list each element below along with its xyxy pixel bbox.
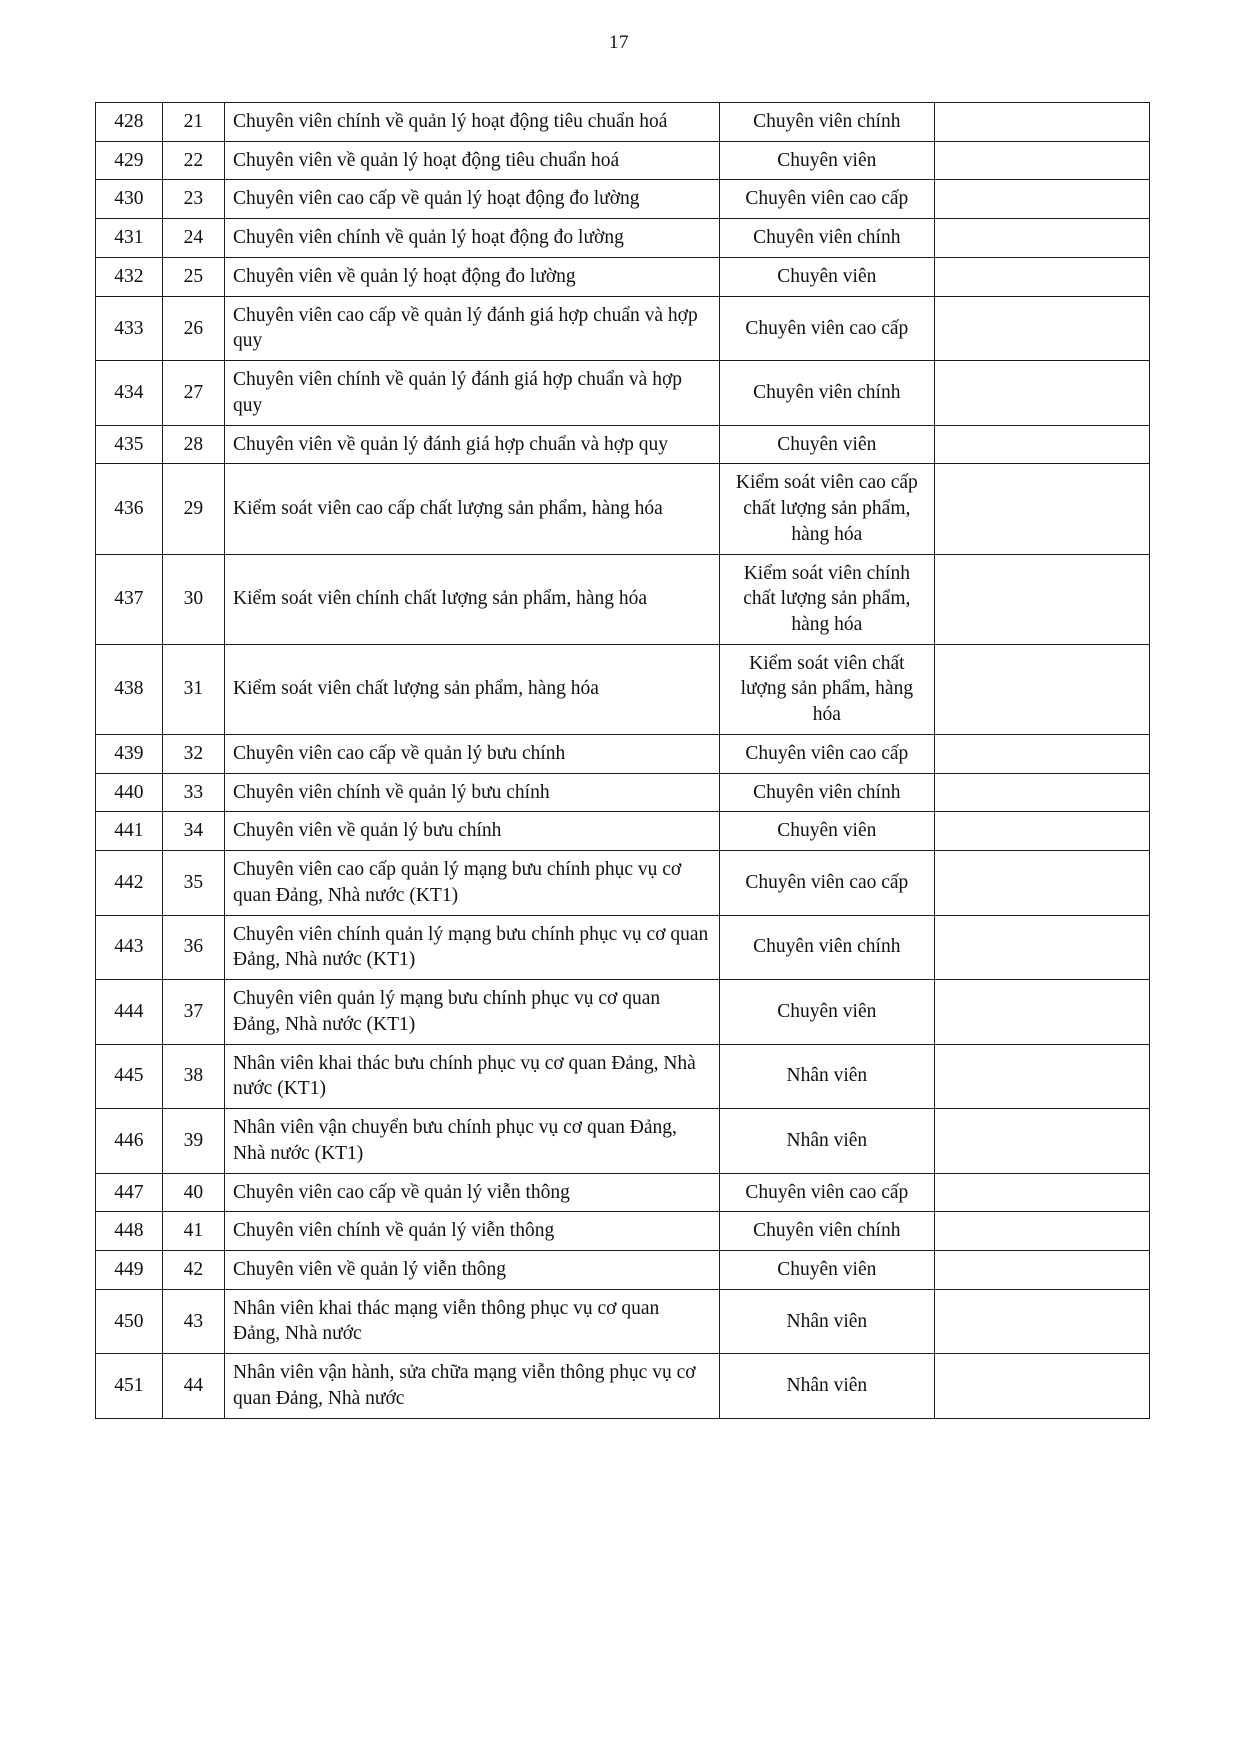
cell-position-title: Chuyên viên về quản lý hoạt động đo lường xyxy=(225,257,720,296)
cell-序-no: 438 xyxy=(96,644,163,734)
cell-index: 26 xyxy=(162,296,224,360)
cell-序-no: 431 xyxy=(96,219,163,258)
cell-rank: Chuyên viên xyxy=(719,1250,934,1289)
cell-note xyxy=(934,464,1149,554)
cell-index: 38 xyxy=(162,1044,224,1108)
cell-序-no: 449 xyxy=(96,1250,163,1289)
table-row xyxy=(96,103,1150,142)
cell-note xyxy=(934,361,1149,425)
table-row xyxy=(96,219,1150,258)
table-body xyxy=(96,103,1150,1419)
cell-position-title: Kiểm soát viên chất lượng sản phẩm, hàng hóa xyxy=(225,644,720,734)
cell-rank: Nhân viên xyxy=(719,1354,934,1418)
cell-rank: Chuyên viên chính xyxy=(719,361,934,425)
cell-rank: Chuyên viên cao cấp xyxy=(719,851,934,915)
table-row xyxy=(96,812,1150,851)
cell-note xyxy=(934,1173,1149,1212)
cell-序-no: 442 xyxy=(96,851,163,915)
table-row xyxy=(96,1354,1150,1418)
cell-序-no: 445 xyxy=(96,1044,163,1108)
cell-position-title: Chuyên viên cao cấp về quản lý viễn thông xyxy=(225,1173,720,1212)
cell-note xyxy=(934,1109,1149,1173)
cell-note xyxy=(934,1250,1149,1289)
cell-position-title: Chuyên viên chính về quản lý hoạt động đo lường xyxy=(225,219,720,258)
table-row xyxy=(96,734,1150,773)
table-row xyxy=(96,1109,1150,1173)
cell-index: 27 xyxy=(162,361,224,425)
cell-index: 39 xyxy=(162,1109,224,1173)
cell-序-no: 429 xyxy=(96,141,163,180)
table-row xyxy=(96,425,1150,464)
cell-序-no: 434 xyxy=(96,361,163,425)
table-row xyxy=(96,361,1150,425)
cell-note xyxy=(934,219,1149,258)
cell-序-no: 439 xyxy=(96,734,163,773)
cell-序-no: 440 xyxy=(96,773,163,812)
cell-rank: Chuyên viên chính xyxy=(719,773,934,812)
cell-rank: Chuyên viên chính xyxy=(719,103,934,142)
cell-position-title: Chuyên viên chính về quản lý hoạt động tiêu chuẩn hoá xyxy=(225,103,720,142)
cell-index: 31 xyxy=(162,644,224,734)
cell-note xyxy=(934,812,1149,851)
cell-序-no: 441 xyxy=(96,812,163,851)
cell-note xyxy=(934,851,1149,915)
cell-序-no: 432 xyxy=(96,257,163,296)
cell-note xyxy=(934,644,1149,734)
cell-rank: Chuyên viên cao cấp xyxy=(719,734,934,773)
cell-rank: Chuyên viên xyxy=(719,141,934,180)
cell-note xyxy=(934,141,1149,180)
cell-note xyxy=(934,1354,1149,1418)
cell-index: 28 xyxy=(162,425,224,464)
cell-index: 30 xyxy=(162,554,224,644)
cell-note xyxy=(934,257,1149,296)
cell-note xyxy=(934,180,1149,219)
table-container xyxy=(95,102,1150,1419)
cell-rank: Chuyên viên cao cấp xyxy=(719,180,934,219)
cell-position-title: Chuyên viên chính quản lý mạng bưu chính phục vụ cơ quan Đảng, Nhà nước (KT1) xyxy=(225,915,720,979)
cell-rank: Kiểm soát viên cao cấp chất lượng sản phẩm, hàng hóa xyxy=(719,464,934,554)
cell-note xyxy=(934,425,1149,464)
cell-position-title: Chuyên viên chính về quản lý đánh giá hợp chuẩn và hợp quy xyxy=(225,361,720,425)
table-row xyxy=(96,773,1150,812)
table-row xyxy=(96,554,1150,644)
cell-position-title: Chuyên viên cao cấp về quản lý bưu chính xyxy=(225,734,720,773)
cell-index: 34 xyxy=(162,812,224,851)
cell-序-no: 444 xyxy=(96,980,163,1044)
cell-note xyxy=(934,980,1149,1044)
cell-rank: Chuyên viên chính xyxy=(719,1212,934,1251)
cell-note xyxy=(934,1289,1149,1353)
table-row xyxy=(96,1044,1150,1108)
cell-index: 36 xyxy=(162,915,224,979)
cell-序-no: 451 xyxy=(96,1354,163,1418)
cell-note xyxy=(934,773,1149,812)
table-row xyxy=(96,915,1150,979)
cell-序-no: 450 xyxy=(96,1289,163,1353)
cell-position-title: Chuyên viên cao cấp về quản lý đánh giá hợp chuẩn và hợp quy xyxy=(225,296,720,360)
cell-rank: Chuyên viên cao cấp xyxy=(719,296,934,360)
cell-index: 25 xyxy=(162,257,224,296)
cell-序-no: 433 xyxy=(96,296,163,360)
cell-rank: Nhân viên xyxy=(719,1044,934,1108)
cell-rank: Chuyên viên xyxy=(719,812,934,851)
cell-rank: Kiểm soát viên chính chất lượng sản phẩm, hàng hóa xyxy=(719,554,934,644)
page-number: 17 xyxy=(609,32,629,53)
cell-index: 32 xyxy=(162,734,224,773)
cell-position-title: Nhân viên vận chuyển bưu chính phục vụ cơ quan Đảng, Nhà nước (KT1) xyxy=(225,1109,720,1173)
cell-note xyxy=(934,915,1149,979)
table-row xyxy=(96,180,1150,219)
cell-序-no: 430 xyxy=(96,180,163,219)
cell-position-title: Nhân viên vận hành, sửa chữa mạng viễn thông phục vụ cơ quan Đảng, Nhà nước xyxy=(225,1354,720,1418)
cell-index: 22 xyxy=(162,141,224,180)
cell-序-no: 448 xyxy=(96,1212,163,1251)
cell-rank: Chuyên viên chính xyxy=(719,915,934,979)
cell-index: 33 xyxy=(162,773,224,812)
cell-index: 42 xyxy=(162,1250,224,1289)
cell-position-title: Chuyên viên cao cấp quản lý mạng bưu chính phục vụ cơ quan Đảng, Nhà nước (KT1) xyxy=(225,851,720,915)
table-row xyxy=(96,464,1150,554)
cell-rank: Chuyên viên chính xyxy=(719,219,934,258)
cell-note xyxy=(934,1044,1149,1108)
table-row xyxy=(96,851,1150,915)
cell-position-title: Kiểm soát viên chính chất lượng sản phẩm, hàng hóa xyxy=(225,554,720,644)
cell-position-title: Chuyên viên về quản lý bưu chính xyxy=(225,812,720,851)
cell-index: 44 xyxy=(162,1354,224,1418)
table-row xyxy=(96,296,1150,360)
cell-note xyxy=(934,1212,1149,1251)
cell-note xyxy=(934,734,1149,773)
table-row xyxy=(96,1250,1150,1289)
cell-rank: Chuyên viên xyxy=(719,257,934,296)
table-row xyxy=(96,141,1150,180)
cell-index: 37 xyxy=(162,980,224,1044)
cell-index: 43 xyxy=(162,1289,224,1353)
cell-序-no: 436 xyxy=(96,464,163,554)
cell-序-no: 437 xyxy=(96,554,163,644)
cell-index: 23 xyxy=(162,180,224,219)
cell-序-no: 443 xyxy=(96,915,163,979)
table-row xyxy=(96,1212,1150,1251)
cell-position-title: Chuyên viên chính về quản lý viễn thông xyxy=(225,1212,720,1251)
cell-index: 40 xyxy=(162,1173,224,1212)
cell-rank: Nhân viên xyxy=(719,1289,934,1353)
table-row xyxy=(96,257,1150,296)
cell-rank: Chuyên viên xyxy=(719,425,934,464)
table-row xyxy=(96,1289,1150,1353)
cell-序-no: 446 xyxy=(96,1109,163,1173)
cell-note xyxy=(934,103,1149,142)
cell-position-title: Chuyên viên quản lý mạng bưu chính phục vụ cơ quan Đảng, Nhà nước (KT1) xyxy=(225,980,720,1044)
positions-table xyxy=(95,102,1150,1419)
cell-position-title: Kiểm soát viên cao cấp chất lượng sản phẩm, hàng hóa xyxy=(225,464,720,554)
cell-position-title: Chuyên viên cao cấp về quản lý hoạt động đo lường xyxy=(225,180,720,219)
cell-position-title: Nhân viên khai thác mạng viễn thông phục vụ cơ quan Đảng, Nhà nước xyxy=(225,1289,720,1353)
cell-rank: Chuyên viên xyxy=(719,980,934,1044)
cell-position-title: Chuyên viên về quản lý hoạt động tiêu chuẩn hoá xyxy=(225,141,720,180)
cell-index: 24 xyxy=(162,219,224,258)
cell-序-no: 428 xyxy=(96,103,163,142)
cell-position-title: Nhân viên khai thác bưu chính phục vụ cơ quan Đảng, Nhà nước (KT1) xyxy=(225,1044,720,1108)
cell-index: 41 xyxy=(162,1212,224,1251)
cell-position-title: Chuyên viên về quản lý viễn thông xyxy=(225,1250,720,1289)
cell-note xyxy=(934,296,1149,360)
cell-index: 21 xyxy=(162,103,224,142)
cell-序-no: 447 xyxy=(96,1173,163,1212)
table-row xyxy=(96,980,1150,1044)
cell-rank: Kiểm soát viên chất lượng sản phẩm, hàng hóa xyxy=(719,644,934,734)
cell-序-no: 435 xyxy=(96,425,163,464)
cell-rank: Nhân viên xyxy=(719,1109,934,1173)
cell-note xyxy=(934,554,1149,644)
cell-position-title: Chuyên viên chính về quản lý bưu chính xyxy=(225,773,720,812)
table-row xyxy=(96,644,1150,734)
table-row xyxy=(96,1173,1150,1212)
cell-index: 29 xyxy=(162,464,224,554)
cell-index: 35 xyxy=(162,851,224,915)
cell-rank: Chuyên viên cao cấp xyxy=(719,1173,934,1212)
cell-position-title: Chuyên viên về quản lý đánh giá hợp chuẩn và hợp quy xyxy=(225,425,720,464)
